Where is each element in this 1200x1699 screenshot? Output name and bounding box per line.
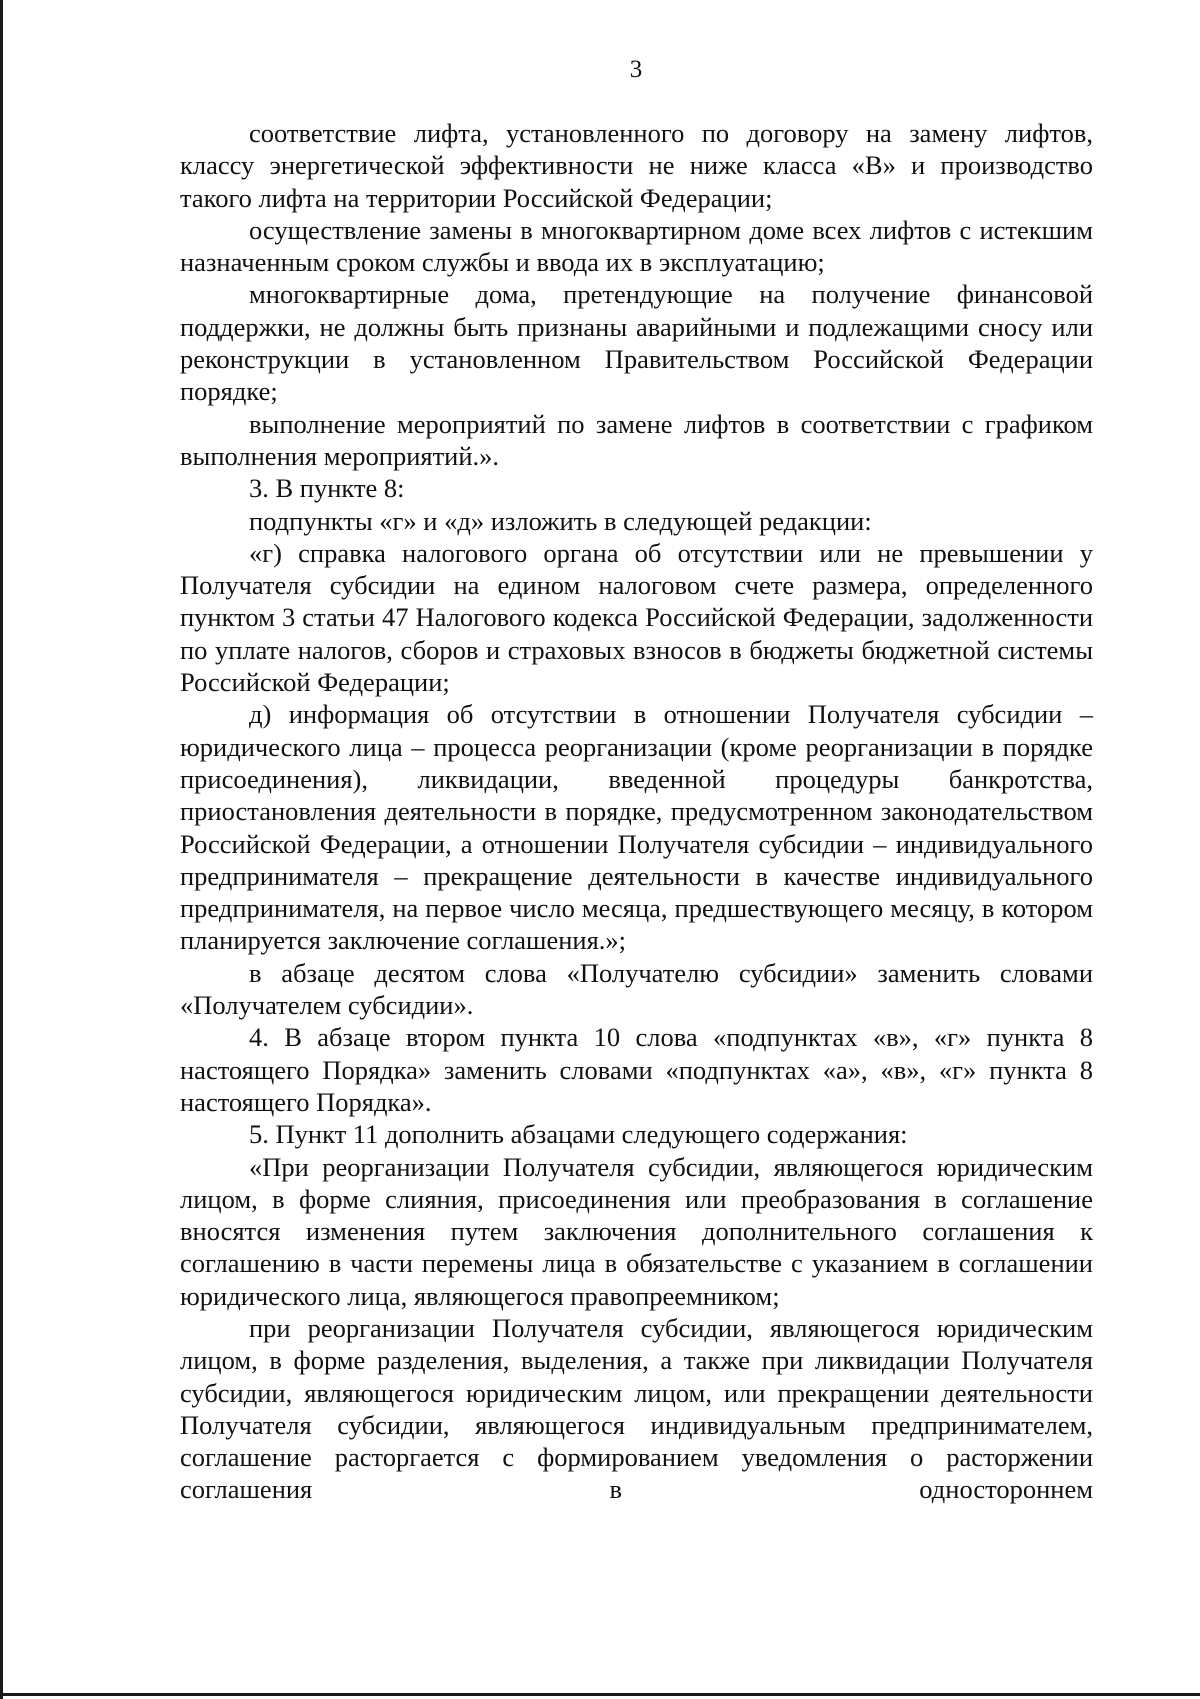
paragraph-subitem-g: «г) справка налогового органа об отсутствии или не превышении у Получателя субсидии на едином налоговом счете размера, определенного пунктом 3 статьи 47 Налогового кодекса Российской Федерации, задолженности по уплате налогов, сборов и страховых взносов в бюджеты бюджетной системы Российской Федерации; [180, 537, 1093, 698]
paragraph-item-5: 5. Пункт 11 дополнить абзацами следующего содержания: [249, 1119, 908, 1150]
paragraph-tenth-abzac: в абзаце десятом слова «Получателю субсидии» заменить словами «Получателем субсидии». [180, 957, 1093, 1021]
paragraph-subitems-g-d: подпункты «г» и «д» изложить в следующей редакции: [249, 505, 872, 536]
scan-border-left [0, 0, 3, 1699]
paragraph-lift-replacement: осуществление замены в многоквартирном доме всех лифтов с истекшим назначенным сроком службы и ввода их в эксплуатацию; [180, 214, 1093, 278]
paragraph-subitem-d: д) информация об отсутствии в отношении Получателя субсидии – юридического лица – процесса реорганизации (кроме реорганизации в порядке присоединения), ликвидации, введенной процедуры банкротства, приостановления деятельности в порядке, предусмотренном законодательством Российской Федерации, а отношении Получателя субсидии – индивидуального предпринимателя – прекращение деятельности в качестве индивидуального предпринимателя, на первое число месяца, предшествующего месяцу, в котором планируется заключение соглашения.»; [180, 699, 1093, 956]
paragraph-measures-schedule: выполнение мероприятий по замене лифтов в соответствии с графиком выполнения мероприятий.». [180, 408, 1093, 471]
paragraph-item-4: 4. В абзаце втором пункта 10 слова «подпунктах «в», «г» пункта 8 настоящего Порядка» заменить словами «подпунктах «а», «в», «г» пункта 8 настоящего Порядка». [180, 1022, 1093, 1117]
paragraph-item-3: 3. В пункте 8: [249, 473, 405, 504]
paragraph-reorganization-division: при реорганизации Получателя субсидии, являющегося юридическим лицом, в форме разделения, выделения, а также при ликвидации Получателя субсидии, являющегося юридическим лицом, или прекращении деятельности Получателя субсидии, являющегося индивидуальным предпринимателем, соглашение расторгается с формированием уведомления о расторжении соглашения в одностороннем [180, 1312, 1093, 1505]
paragraph-apartment-buildings: многоквартирные дома, претендующие на получение финансовой поддержки, не должны быть признаны аварийными и подлежащими сносу или реконструкции в установленном Правительством Российской Федерации порядке; [180, 279, 1093, 407]
paragraph-reorganization-merger: «При реорганизации Получателя субсидии, являющегося юридическим лицом, в форме слияния, присоединения или преобразования в соглашение вносятся изменения путем заключения дополнительного соглашения к соглашению в части перемены лица в обязательстве с указанием в соглашении юридического лица, являющегося правопреемником; [180, 1151, 1093, 1311]
paragraph-lift-compliance: соответствие лифта, установленного по договору на замену лифтов, классу энергетической эффективности не ниже класса «В» и производство такого лифта на территории Российской Федерации; [180, 118, 1093, 213]
scan-border-bottom [0, 1693, 1200, 1696]
page-number: 3 [629, 56, 643, 83]
document-body [180, 117, 1093, 1506]
